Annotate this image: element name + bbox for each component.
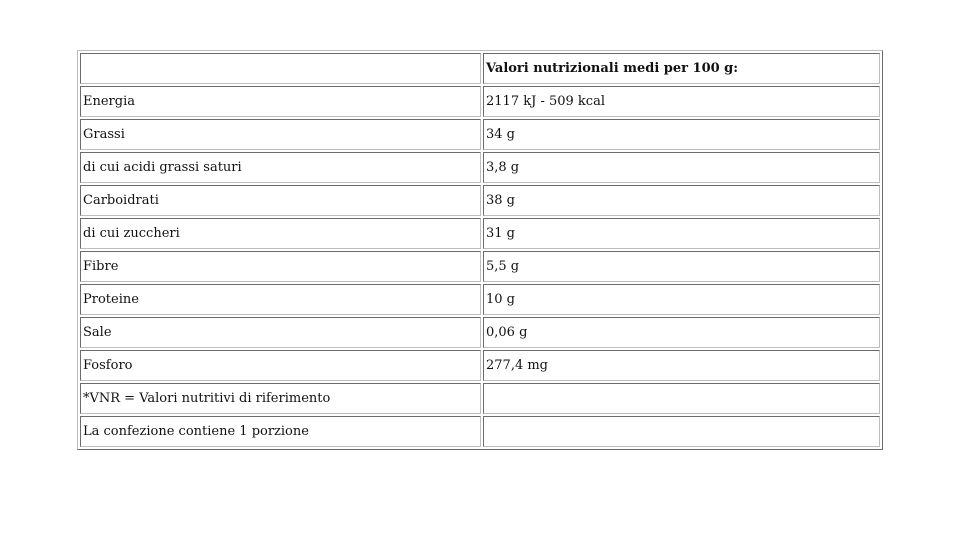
nutrient-value: 31 g xyxy=(483,218,880,249)
nutrient-value: 277,4 mg xyxy=(483,350,880,381)
table-row xyxy=(80,383,880,414)
nutrient-value: 3,8 g xyxy=(483,152,880,183)
table-row xyxy=(80,350,880,381)
table-row xyxy=(80,284,880,315)
nutrient-label: Fosforo xyxy=(80,350,481,381)
nutrient-label: Fibre xyxy=(80,251,481,282)
table-header-row xyxy=(80,53,880,84)
footnote-label: *VNR = Valori nutritivi di riferimento xyxy=(80,383,481,414)
nutrient-value: 0,06 g xyxy=(483,317,880,348)
nutrient-label: Carboidrati xyxy=(80,185,481,216)
header-label-cell xyxy=(80,53,481,84)
table-row xyxy=(80,251,880,282)
nutrient-value: 38 g xyxy=(483,185,880,216)
table-row xyxy=(80,152,880,183)
nutrient-label: Energia xyxy=(80,86,481,117)
table-row xyxy=(80,317,880,348)
table-row xyxy=(80,119,880,150)
nutrient-value: 2117 kJ - 509 kcal xyxy=(483,86,880,117)
nutrient-label: Grassi xyxy=(80,119,481,150)
table-row xyxy=(80,218,880,249)
nutrient-value: 5,5 g xyxy=(483,251,880,282)
table-row xyxy=(80,416,880,447)
nutrient-value: 10 g xyxy=(483,284,880,315)
portion-label: La confezione contiene 1 porzione xyxy=(80,416,481,447)
table-row xyxy=(80,185,880,216)
portion-value xyxy=(483,416,880,447)
nutrient-label: Sale xyxy=(80,317,481,348)
nutrient-value: 34 g xyxy=(483,119,880,150)
nutrition-table xyxy=(77,50,883,450)
footnote-value xyxy=(483,383,880,414)
table-row xyxy=(80,86,880,117)
nutrient-label: di cui acidi grassi saturi xyxy=(80,152,481,183)
header-value-cell: Valori nutrizionali medi per 100 g: xyxy=(483,53,880,84)
nutrient-label: Proteine xyxy=(80,284,481,315)
nutrient-label: di cui zuccheri xyxy=(80,218,481,249)
